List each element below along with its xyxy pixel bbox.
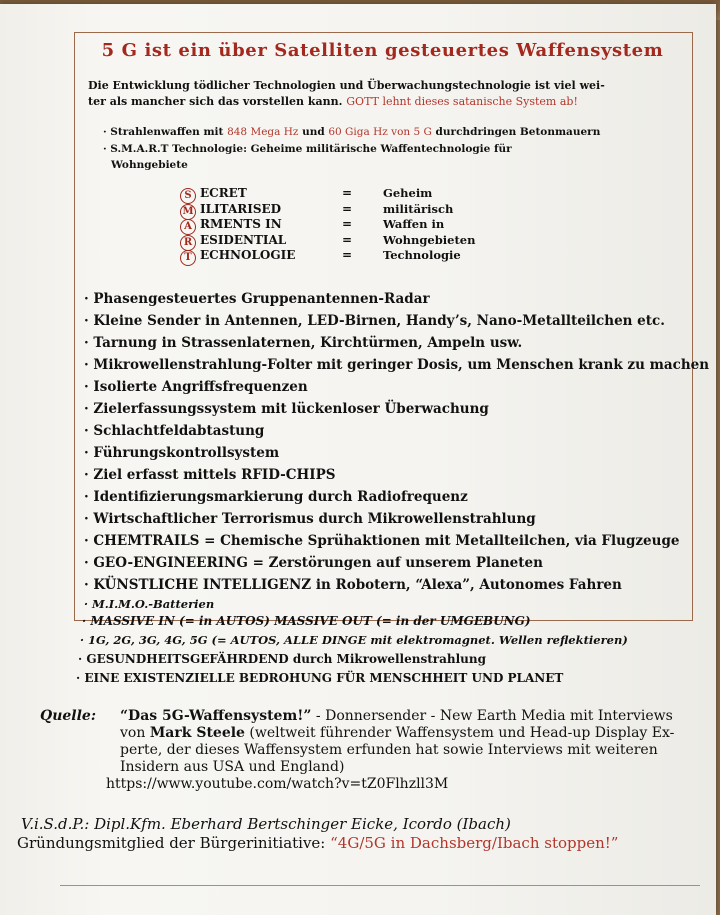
circled-letter: M (180, 204, 196, 220)
intro-red-text: GOTT lehnt dieses satanische System ab! (346, 95, 578, 108)
acronym-row: A RMENTS IN = Waffen in (180, 217, 500, 233)
intro-paragraph (88, 78, 678, 110)
list-item: · Führungskontrollsystem (84, 445, 280, 461)
intro-line-1: Die Entwicklung tödlicher Technologien und Überwachungstechnologie ist viel wei- (88, 79, 605, 92)
list-item: · Kleine Sender in Antennen, LED-Birnen, Handy’s, Nano-Metallteilchen etc. (84, 313, 665, 329)
circled-letter: T (180, 250, 196, 266)
acronym-row: S ECRET = Geheim (180, 186, 500, 202)
list-item: · Wirtschaftlicher Terrorismus durch Mikrowellenstrahlung (84, 511, 536, 527)
list-item: · Identifizierungsmarkierung durch Radiofrequenz (84, 489, 468, 505)
list-item: · KÜNSTLICHE INTELLIGENZ in Robotern, “Alexa”, Autonomes Fahren (84, 577, 622, 593)
list-item: · CHEMTRAILS = Chemische Sprühaktionen mit Metallteilchen, via Flugzeuge (84, 533, 680, 549)
list-item: · Schlachtfeldabtastung (84, 423, 265, 439)
list-item: · MASSIVE IN (= in AUTOS) MASSIVE OUT (= in der UMGEBUNG) (82, 614, 531, 628)
circled-letter: S (180, 188, 196, 204)
acronym-row: M ILITARISED = militärisch (180, 202, 500, 218)
acronym-row: T ECHNOLOGIE = Technologie (180, 248, 500, 264)
acronym-row: R ESIDENTIAL = Wohngebieten (180, 233, 500, 249)
list-item: · 1G, 2G, 3G, 4G, 5G (= AUTOS, ALLE DINGE mit elektromagnet. Wellen reflektieren) (80, 633, 628, 647)
circled-letter: R (180, 235, 196, 251)
source-text: “Das 5G-Waffensystem!” - Donnersender - New Earth Media mit Interviews von Mark Steele (weltweit führender Waffensystem und Head-up Display Ex- perte, der dieses Waffensystem erfunden hat sowie Interviews mit weiteren Insidern aus USA und England) https://www.youtube.com/watch?v=tZ0Flhzll3M (106, 708, 696, 793)
smart-acronym-table (180, 186, 500, 264)
list-item: · Isolierte Angriffsfrequenzen (84, 379, 308, 395)
source-label: Quelle: (40, 708, 96, 724)
bullet-strahlenwaffen: · Strahlenwaffen mit 848 Mega Hz und 60 Giga Hz von 5 G durchdringen Betonmauern (103, 126, 601, 138)
list-item: · Phasengesteuertes Gruppenantennen-Radar (84, 291, 430, 307)
list-item: · M.I.M.O.-Batterien (84, 597, 215, 611)
imprint (17, 815, 707, 853)
list-item: · GESUNDHEITSGEFÄHRDEND durch Mikrowellenstrahlung (78, 652, 486, 666)
intro-line-2: ter als mancher sich das vorstellen kann. GOTT lehnt dieses satanische System ab! (88, 95, 578, 108)
initiative-name: “4G/5G in Dachsberg/Ibach stoppen!” (330, 834, 619, 852)
list-item: · GEO-ENGINEERING = Zerstörungen auf unserem Planeten (84, 555, 543, 571)
circled-letter: A (180, 219, 196, 235)
imprint-line-1: V.i.S.d.P.: Dipl.Kfm. Eberhard Bertschinger Eicke, Icordo (Ibach) (21, 815, 511, 833)
list-item: · Mikrowellenstrahlung-Folter mit geringer Dosis, um Menschen krank zu machen (84, 357, 710, 373)
flyer-title: 5 G ist ein über Satelliten gesteuertes Waffensystem (101, 40, 664, 61)
imprint-line-2: Gründungsmitglied der Bürgerinitiative: “4G/5G in Dachsberg/Ibach stoppen!” (17, 834, 619, 852)
list-item: · Ziel erfasst mittels RFID-CHIPS (84, 467, 336, 483)
list-item: · EINE EXISTENZIELLE BEDROHUNG FÜR MENSCHHEIT UND PLANET (76, 671, 564, 685)
list-item: · Tarnung in Strassenlaternen, Kirchtürmen, Ampeln usw. (84, 335, 523, 351)
list-item: · Zielerfassungssystem mit lückenloser Überwachung (84, 401, 489, 417)
bullet-smart: · S.M.A.R.T Technologie: Geheime militärische Waffentechnologie für Wohngebiete (103, 143, 512, 171)
youtube-link: https://www.youtube.com/watch?v=tZ0Flhzll3M (106, 776, 449, 792)
top-bullets (103, 124, 683, 174)
bottom-divider (60, 885, 700, 886)
